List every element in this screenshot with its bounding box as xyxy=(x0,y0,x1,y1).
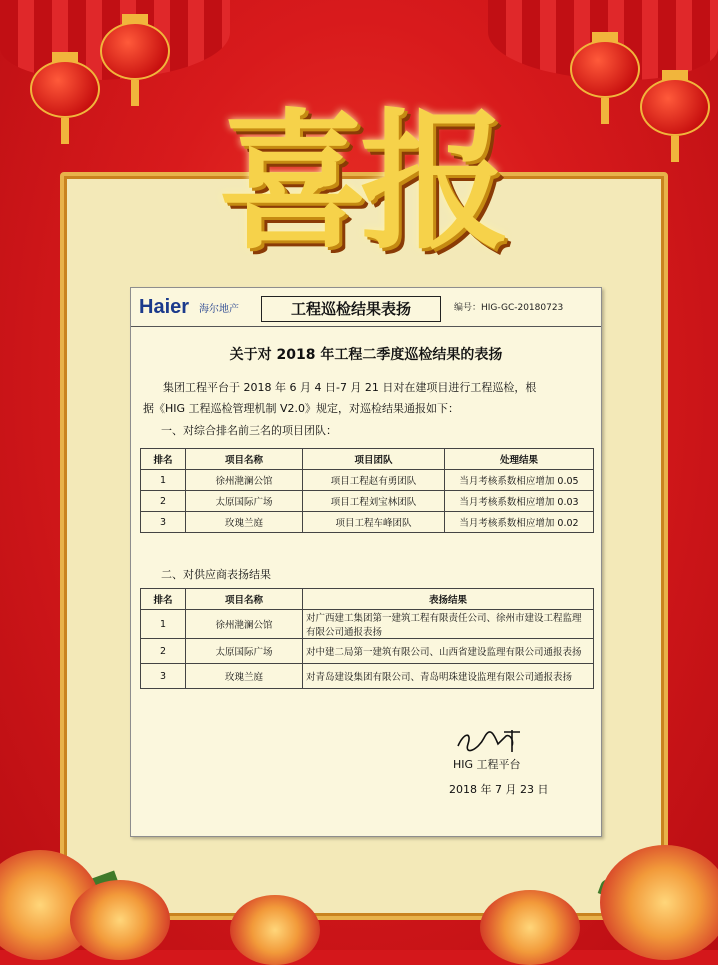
table-header: 项目团队 xyxy=(303,449,445,470)
table-cell: 太原国际广场 xyxy=(186,491,303,512)
table-header-row xyxy=(141,589,594,610)
lantern-icon xyxy=(30,60,100,118)
table-cell: 徐州滟澜公馆 xyxy=(186,470,303,491)
section-1-heading: 一、对综合排名前三名的项目团队： xyxy=(161,424,337,437)
table-cell: 玫瑰兰庭 xyxy=(186,512,303,533)
table-cell: 2 xyxy=(141,491,186,512)
peony-flower-icon xyxy=(480,890,580,965)
signature-org: HIG 工程平台 xyxy=(453,758,521,771)
notice-header xyxy=(131,288,601,327)
table-cell: 徐州滟澜公馆 xyxy=(186,610,303,639)
table-cell: 项目工程赵有勇团队 xyxy=(303,470,445,491)
table-header: 项目名称 xyxy=(186,449,303,470)
table-row xyxy=(141,470,594,491)
section-2-heading: 二、对供应商表扬结果 xyxy=(161,568,271,581)
table-cell: 1 xyxy=(141,470,186,491)
table-cell: 当月考核系数相应增加 0.03 xyxy=(445,491,594,512)
table-row xyxy=(141,512,594,533)
peony-flower-icon xyxy=(600,845,718,960)
lantern-icon xyxy=(570,40,640,98)
table-cell: 2 xyxy=(141,639,186,664)
logo-subtitle: 海尔地产 xyxy=(199,304,239,315)
table-cell: 太原国际广场 xyxy=(186,639,303,664)
table-row xyxy=(141,639,594,664)
table-header: 表扬结果 xyxy=(303,589,594,610)
table-cell: 1 xyxy=(141,610,186,639)
table-cell: 当月考核系数相应增加 0.02 xyxy=(445,512,594,533)
ranking-table xyxy=(140,448,594,533)
table-header: 项目名称 xyxy=(186,589,303,610)
banner-title: 喜报 xyxy=(217,94,502,270)
table-cell: 对广西建工集团第一建筑工程有限责任公司、徐州市建设工程监理有限公司通报表扬 xyxy=(303,610,594,639)
table-row xyxy=(141,610,594,639)
table-cell: 对中建二局第一建筑有限公司、山西省建设监理有限公司通报表扬 xyxy=(303,639,594,664)
table-cell: 项目工程刘宝林团队 xyxy=(303,491,445,512)
document-number: 编号：HIG-GC-20180723 xyxy=(454,303,564,313)
table-cell: 对青岛建设集团有限公司、青岛明珠建设监理有限公司通报表扬 xyxy=(303,664,594,689)
table-header: 排名 xyxy=(141,589,186,610)
table-header: 处理结果 xyxy=(445,449,594,470)
table-cell: 3 xyxy=(141,512,186,533)
table-cell: 当月考核系数相应增加 0.05 xyxy=(445,470,594,491)
intro-line-1: 集团工程平台于 2018 年 6 月 4 日-7 月 21 日对在建项目进行工程巡检，根 xyxy=(163,381,537,394)
peony-flower-icon xyxy=(70,880,170,960)
table-row xyxy=(141,491,594,512)
intro-line-2: 据《HIG 工程巡检管理机制 V2.0》规定，对巡检结果通报如下： xyxy=(143,402,460,415)
table-cell: 项目工程车峰团队 xyxy=(303,512,445,533)
header-title-box: 工程巡检结果表扬 xyxy=(261,296,441,322)
table-cell: 3 xyxy=(141,664,186,689)
peony-flower-icon xyxy=(230,895,320,965)
lantern-icon xyxy=(640,78,710,136)
signature-date: 2018 年 7 月 23 日 xyxy=(449,783,549,796)
handwritten-signature xyxy=(454,726,526,754)
haier-logo: Haier xyxy=(139,296,190,318)
table-header: 排名 xyxy=(141,449,186,470)
table-cell: 玫瑰兰庭 xyxy=(186,664,303,689)
table-row xyxy=(141,664,594,689)
document-title: 关于对 2018 年工程二季度巡检结果的表扬 xyxy=(229,347,503,363)
supplier-table xyxy=(140,588,594,689)
table-header-row xyxy=(141,449,594,470)
lantern-icon xyxy=(100,22,170,80)
notice-paper xyxy=(130,287,602,837)
